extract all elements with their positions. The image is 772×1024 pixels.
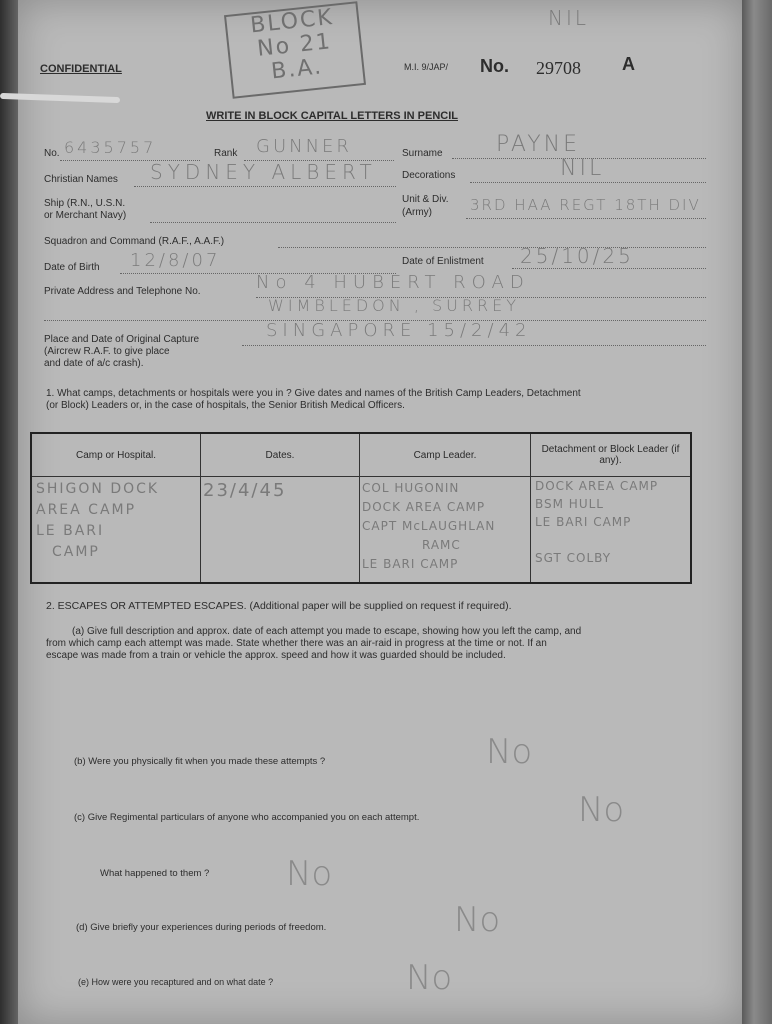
detachment-line: SGT COLBY <box>535 551 612 565</box>
decorations-value: NIL <box>560 156 605 181</box>
rank-label: Rank <box>214 148 238 159</box>
christian-names-value: SYDNEY ALBERT <box>150 160 377 184</box>
answer-2e: No <box>406 958 453 998</box>
date-of-birth-label: Date of Birth <box>44 262 100 273</box>
ship-label-line-2: or Merchant Navy) <box>44 210 127 221</box>
ship-label-line-1: Ship (R.N., U.S.N. <box>44 198 126 209</box>
camp-cell <box>31 477 201 584</box>
number-symbol: No. <box>480 56 509 76</box>
camp-line: LE BARI <box>36 523 105 539</box>
stamp-line-1: BLOCK <box>249 4 335 39</box>
dotted-line <box>512 268 706 269</box>
page-right-edge <box>742 0 772 1024</box>
stamp-line-2: No 21 <box>255 29 334 62</box>
decorations-label: Decorations <box>402 170 456 181</box>
block-stamp <box>224 1 366 99</box>
table-header-row <box>31 433 691 477</box>
dotted-line <box>278 247 706 248</box>
surname-value: PAYNE <box>496 132 580 157</box>
rank-value: GUNNER <box>256 136 352 157</box>
address-line-1: No 4 HUBERT ROAD <box>256 272 530 293</box>
date-of-birth-value: 12/8/07 <box>130 250 221 271</box>
answer-2b: No <box>486 732 533 772</box>
camp-line: CAMP <box>52 544 100 560</box>
dotted-line <box>242 345 706 346</box>
squadron-label: Squadron and Command (R.A.F., A.A.F.) <box>44 236 225 247</box>
camp-line: AREA CAMP <box>36 502 137 518</box>
form-number: 29708 <box>536 58 581 78</box>
page-left-edge <box>0 0 20 1024</box>
detachment-line: LE BARI CAMP <box>535 515 632 529</box>
question-1-text <box>46 388 716 412</box>
header-detachment-leader: Detachment or Block Leader (if any). <box>531 433 692 477</box>
detachment-cell <box>531 477 692 584</box>
answer-2d: No <box>454 900 501 940</box>
leader-line: DOCK AREA CAMP <box>362 500 486 514</box>
question-2b-text: (b) Were you physically fit when you made these attempts ? <box>74 756 326 767</box>
mi9-reference: M.I. 9/JAP/ <box>404 62 449 72</box>
instruction-heading: WRITE IN BLOCK CAPITAL LETTERS IN PENCIL <box>206 110 458 122</box>
address-label: Private Address and Telephone No. <box>44 286 201 297</box>
leader-line: LE BARI CAMP <box>362 557 459 571</box>
question-1-line-2: (or Block) Leaders or, in the case of hospitals, the Senior British Medical Officers. <box>46 400 405 411</box>
unit-value: 3RD HAA REGT 18TH DIV <box>470 196 701 214</box>
dotted-line <box>470 182 706 183</box>
camp-line: SHIGON DOCK <box>36 481 160 497</box>
detachment-line: BSM HULL <box>535 497 604 511</box>
capture-value: SINGAPORE 15/2/42 <box>266 320 532 341</box>
confidential-label: CONFIDENTIAL <box>40 63 122 75</box>
detachment-line <box>535 531 686 549</box>
form-suffix: A <box>622 54 635 74</box>
dotted-line <box>150 222 396 223</box>
leader-line: RAMC <box>422 538 461 552</box>
question-2c-text: (c) Give Regimental particulars of anyone who accompanied you on each attempt. <box>74 812 420 823</box>
detachment-line: DOCK AREA CAMP <box>535 479 659 493</box>
dotted-line <box>466 218 706 219</box>
question-2e-text: (e) How were you recaptured and on what date ? <box>78 977 274 987</box>
camps-table <box>30 432 692 584</box>
question-2a-line-3: escape was made from a train or vehicle the approx. speed and how it was guarded should be included. <box>46 650 506 661</box>
table-row <box>31 477 691 584</box>
answer-2c: No <box>578 790 625 830</box>
top-right-handwriting: NIL <box>548 6 590 30</box>
dates-value: 23/4/45 <box>203 480 287 501</box>
dotted-line <box>134 186 396 187</box>
capture-label-line-3: and date of a/c crash). <box>44 358 144 369</box>
question-2a-line-2: from which camp each attempt was made. State whether there was an air-raid in progress at the time or not. If an <box>46 638 547 649</box>
header-camp-leader: Camp Leader. <box>360 433 531 477</box>
question-2d-text: (d) Give briefly your experiences during periods of freedom. <box>76 922 327 933</box>
dates-cell <box>201 477 360 584</box>
unit-label-line-1: Unit & Div. <box>402 194 449 205</box>
question-2a-line-1: (a) Give full description and approx. date of each attempt you made to escape, showing how you left the camp, and <box>72 626 582 637</box>
service-number-value: 6435757 <box>64 138 157 157</box>
header-dates: Dates. <box>201 433 360 477</box>
capture-label-line-1: Place and Date of Original Capture <box>44 334 200 345</box>
answer-2c-followup: No <box>286 854 333 894</box>
camp-leader-cell <box>360 477 531 584</box>
question-2a-text <box>46 626 716 662</box>
surname-label: Surname <box>402 148 443 159</box>
header-camp-or-hospital: Camp or Hospital. <box>31 433 201 477</box>
question-1-line-1: 1. What camps, detachments or hospitals were you in ? Give dates and names of the British Camp Leaders, Detachment <box>46 388 581 399</box>
leader-line: CAPT McLAUGHLAN <box>362 519 496 533</box>
date-of-enlistment-value: 25/10/25 <box>520 244 634 268</box>
question-2c-followup: What happened to them ? <box>100 868 210 879</box>
unit-label-line-2: (Army) <box>402 207 432 218</box>
date-of-enlistment-label: Date of Enlistment <box>402 256 484 267</box>
service-number-label: No. <box>44 148 60 159</box>
stamp-line-3: B.A. <box>269 54 325 85</box>
address-line-2: WIMBLEDON , SURREY <box>268 296 520 315</box>
question-2-title: 2. ESCAPES OR ATTEMPTED ESCAPES. (Additional paper will be supplied on request if required). <box>46 600 512 612</box>
capture-label-line-2: (Aircrew R.A.F. to give place <box>44 346 170 357</box>
christian-names-label: Christian Names <box>44 174 118 185</box>
leader-line: COL HUGONIN <box>362 481 460 495</box>
